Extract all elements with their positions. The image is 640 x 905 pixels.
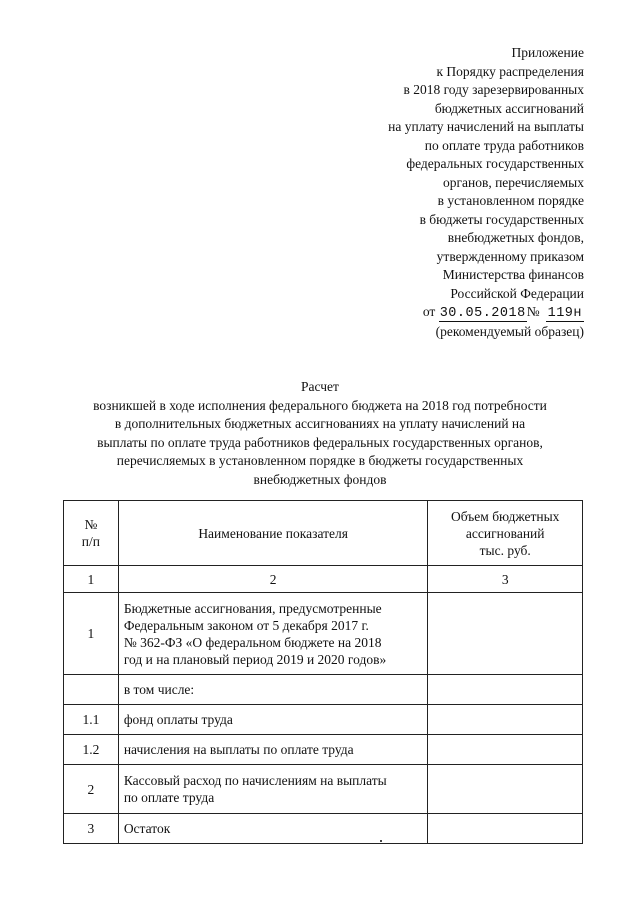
row-indicator: Остаток [118, 814, 428, 844]
appendix-line: к Порядку распределения [436, 63, 584, 79]
appendix-line: внебюджетных фондов, [447, 230, 584, 245]
row-number: 2 [64, 765, 119, 814]
order-prefix: от [422, 304, 436, 319]
header-text: № [84, 517, 98, 532]
indicator-line: год и на плановый период 2019 и 2020 годов» [123, 651, 387, 667]
order-date-line [388, 303, 584, 324]
indicator-line: Бюджетные ассигнования, предусмотренные [123, 600, 382, 616]
header-text: п/п [81, 534, 100, 549]
row-indicator: начисления на выплаты по оплате труда [118, 735, 428, 765]
appendix-line: утвержденному приказом [436, 248, 584, 264]
table-row [64, 735, 583, 765]
table-row [64, 675, 583, 705]
row-indicator [118, 765, 428, 814]
row-value[interactable] [428, 705, 583, 735]
row-value[interactable] [428, 593, 583, 675]
row-number: 3 [64, 814, 119, 844]
title-heading: Расчет [301, 379, 339, 394]
appendix-line: на уплату начислений на выплаты [388, 119, 584, 134]
appendix-line: в установленном порядке [437, 193, 584, 208]
row-indicator: в том числе: [118, 675, 428, 705]
order-number-sign: № [526, 304, 540, 319]
column-number: 3 [428, 566, 583, 593]
appendix-line: в бюджеты государственных [419, 211, 584, 227]
title-line: перечисляемых в установленном порядке в бюджеты государственных [116, 453, 524, 468]
header-cell-indicator: Наименование показателя [118, 501, 428, 566]
appendix-line: Министерства финансов [442, 267, 584, 282]
row-indicator: фонд оплаты труда [118, 705, 428, 735]
indicator-line: № 362-ФЗ «О федеральном бюджете на 2018 [123, 634, 382, 650]
appendix-line: бюджетных ассигнований [434, 100, 584, 116]
row-number [64, 675, 119, 705]
row-number: 1.2 [64, 735, 119, 765]
header-cell-number [64, 501, 119, 566]
row-indicator [118, 593, 428, 675]
table-row [64, 765, 583, 814]
indicator-line: Кассовый расход по начислениям на выплаты [123, 773, 387, 788]
column-number: 1 [64, 566, 119, 593]
order-number: 119н [547, 306, 582, 321]
calculation-table [63, 500, 583, 844]
appendix-line: органов, перечисляемых [442, 174, 584, 190]
row-number: 1.1 [64, 705, 119, 735]
appendix-line: в 2018 году зарезервированных [403, 82, 584, 97]
indicator-line: по оплате труда [123, 790, 215, 805]
table-header-row [64, 501, 583, 566]
table-row [64, 705, 583, 735]
header-text: Объем бюджетных [451, 508, 560, 524]
appendix-line: по оплате труда работников [424, 137, 584, 153]
row-value[interactable] [428, 765, 583, 814]
document-title [60, 378, 580, 489]
table-column-numbers-row [64, 566, 583, 593]
row-value[interactable] [428, 735, 583, 765]
table-row [64, 814, 583, 844]
header-text: ассигнований [465, 525, 545, 541]
header-text: тыс. руб. [479, 542, 531, 558]
row-number: 1 [64, 593, 119, 675]
row-value[interactable] [428, 814, 583, 844]
title-line: внебюджетных фондов [253, 471, 387, 487]
indicator-line: Федеральным законом от 5 декабря 2017 г. [123, 617, 369, 633]
recommended-sample-note: (рекомендуемый образец) [435, 324, 584, 339]
order-date: 30.05.2018 [439, 306, 526, 321]
title-line: возникшей в ходе исполнения федерального бюджета на 2018 год потребности [93, 397, 547, 413]
appendix-line: Приложение [511, 45, 584, 60]
appendix-header [388, 44, 584, 324]
header-cell-volume [428, 501, 583, 566]
appendix-line: Российской Федерации [450, 285, 584, 301]
column-number: 2 [118, 566, 428, 593]
title-line: в дополнительных бюджетных ассигнованиях на уплату начислений на [114, 416, 526, 431]
appendix-line: федеральных государственных [406, 156, 584, 171]
row-value[interactable] [428, 675, 583, 705]
scan-speck [380, 840, 382, 842]
title-line: выплаты по оплате труда работников федеральных государственных органов, [97, 434, 543, 450]
table-row [64, 593, 583, 675]
